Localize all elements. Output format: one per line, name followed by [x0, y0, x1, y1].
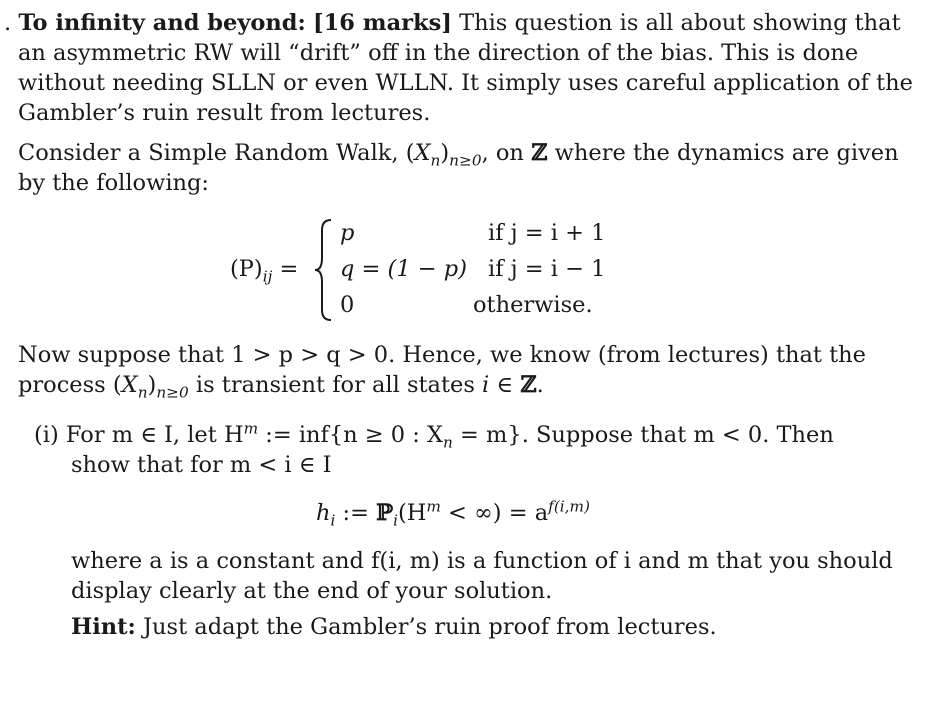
- formula-H-sup: m: [426, 497, 441, 516]
- setup-text-d: where the dynamics are given: [547, 140, 899, 166]
- case-2-value: q = (1 − p): [340, 256, 467, 282]
- transient-line-1: Now suppose that 1 > p > q > 0. Hence, we know (from lectures) that the: [18, 342, 866, 368]
- question-intro-3: without needing SLLN or even WLLN. It simply uses careful application of the: [18, 70, 913, 96]
- part-i-sup-m: m: [243, 419, 259, 438]
- part-i-text-a: For m ∈ I, let H: [58, 422, 244, 448]
- part-i-sub-n: n: [443, 433, 453, 452]
- hint-label: Hint:: [71, 614, 136, 640]
- transient-text-e: .: [536, 372, 544, 398]
- setup-index: n≥0: [449, 151, 482, 170]
- case-3-condition: otherwise.: [473, 292, 593, 318]
- formula-H: (H: [397, 500, 427, 526]
- probability-symbol: ℙ: [376, 500, 394, 526]
- case-brace: [313, 218, 333, 322]
- formula-h: h: [316, 500, 331, 526]
- question-intro-4: Gambler’s ruin result from lectures.: [18, 100, 431, 126]
- question-number-mark: .: [4, 10, 12, 36]
- transient-text-d: ∈: [489, 372, 521, 398]
- matrix-equals: =: [272, 256, 299, 282]
- transient-text-c: is transient for all states: [188, 372, 483, 398]
- part-i-where-2: display clearly at the end of your solution.: [71, 578, 553, 604]
- matrix-index: ij: [262, 267, 273, 286]
- integers-symbol: ℤ: [531, 140, 548, 166]
- question-intro-2: an asymmetric RW will “drift” off in the direction of the bias. This is done: [18, 40, 859, 66]
- setup-text-b: ): [440, 140, 450, 166]
- integers-symbol-2: ℤ: [520, 372, 537, 398]
- formula-define: :=: [335, 500, 377, 526]
- matrix-P: (P): [230, 256, 263, 282]
- formula-h-index: i: [330, 511, 336, 530]
- case-3-value: 0: [340, 292, 355, 318]
- setup-line-2: by the following:: [18, 170, 210, 196]
- setup-text-a: Consider a Simple Random Walk, (: [18, 140, 415, 166]
- transient-text-b: ): [147, 372, 157, 398]
- setup-var-X: X: [414, 140, 431, 166]
- transient-var-X: X: [121, 372, 138, 398]
- transient-var-i: i: [482, 372, 490, 398]
- part-i-line-2: show that for m < i ∈ I: [71, 452, 332, 478]
- matrix-lhs: [230, 254, 298, 284]
- hint-text: Just adapt the Gambler’s ruin proof from lectures.: [135, 614, 717, 640]
- hint-line: [71, 612, 717, 642]
- case-1-value: p: [340, 220, 355, 246]
- formula-rest: < ∞) = a: [440, 500, 549, 526]
- hitting-probability-formula: [316, 498, 590, 528]
- transient-var-n: n: [137, 383, 148, 402]
- part-i-text-c: = m}. Suppose that m < 0. Then: [452, 422, 834, 448]
- question-intro-1: This question is all about showing that: [459, 10, 901, 36]
- formula-P-index: i: [393, 511, 398, 530]
- part-i-text-b: := inf{n ≥ 0 : X: [258, 422, 444, 448]
- question-heading-line: [4, 8, 901, 38]
- transient-index: n≥0: [156, 383, 189, 402]
- question-marks: [16 marks]: [312, 10, 452, 36]
- part-i-label: (i): [34, 422, 59, 448]
- part-i-line-1: [34, 420, 834, 450]
- setup-line-1: [18, 138, 899, 168]
- question-title: To infinity and beyond:: [18, 10, 306, 36]
- case-1-condition: if j = i + 1: [488, 220, 606, 246]
- formula-exponent: f(i,m): [548, 497, 591, 516]
- transient-line-2: [18, 370, 544, 400]
- case-2-condition: if j = i − 1: [488, 256, 606, 282]
- setup-text-c: , on: [481, 140, 532, 166]
- setup-var-n: n: [430, 151, 441, 170]
- part-i-where-1: where a is a constant and f(i, m) is a function of i and m that you should: [71, 548, 893, 574]
- transient-text-a: process (: [18, 372, 122, 398]
